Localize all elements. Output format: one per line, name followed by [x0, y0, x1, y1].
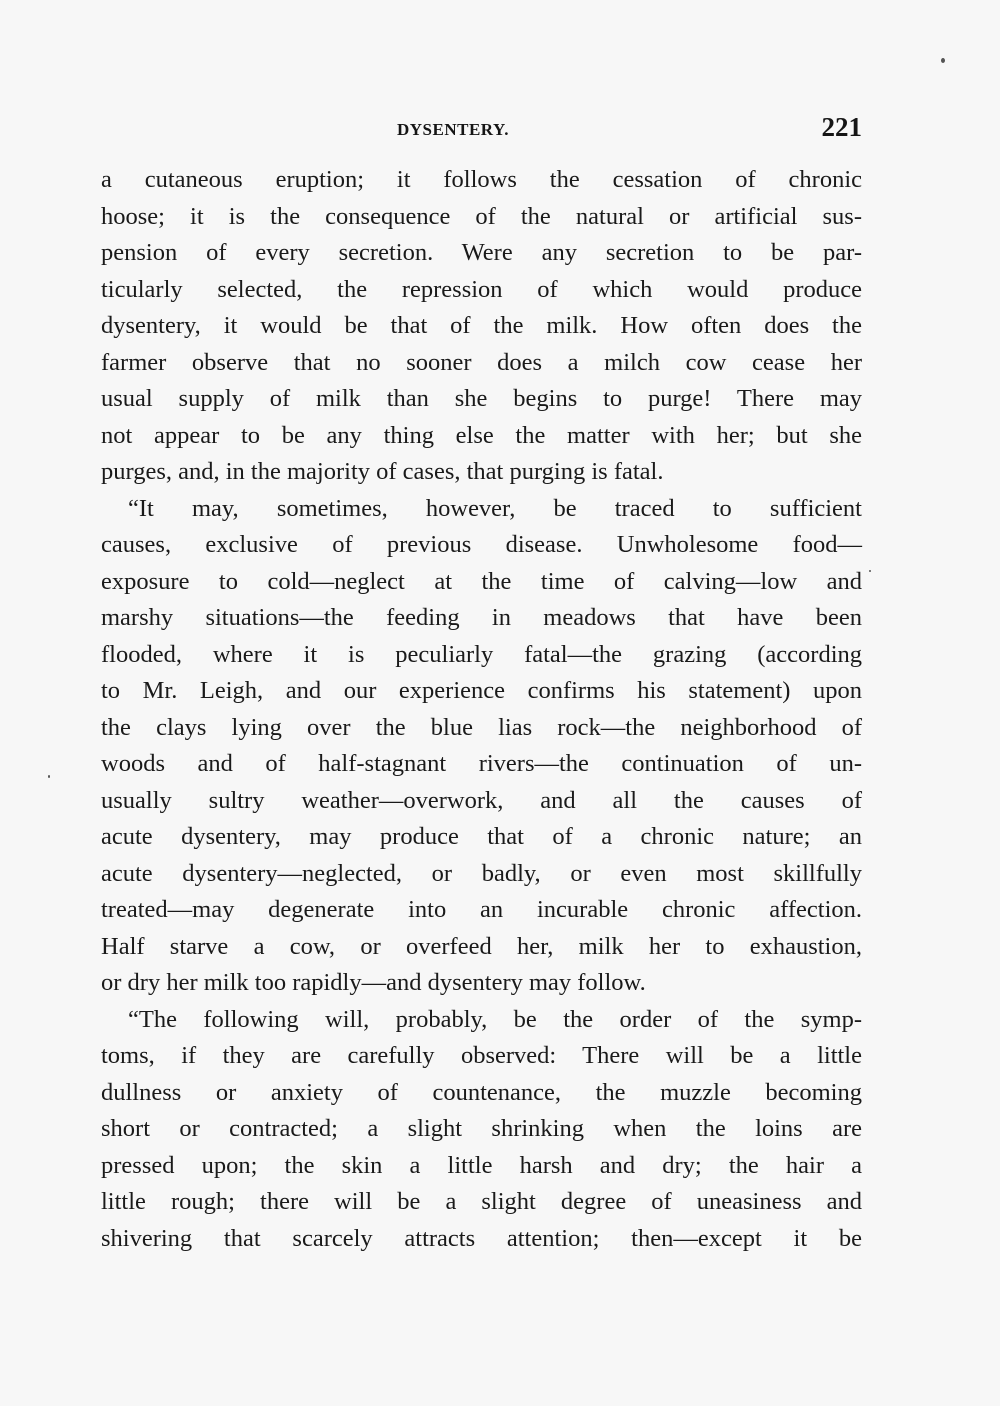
text-line: causes, exclusive of previous disease. Unwholesome food—	[101, 531, 862, 558]
text-line: hoose; it is the consequence of the natural or artificial sus-	[101, 202, 862, 230]
text-line: pressed upon; the skin a little harsh and dry; the hair a	[101, 1151, 862, 1179]
text-line: or dry her milk too rapidly—and dysentery may follow.	[101, 969, 646, 996]
text-line: ticularly selected, the repression of which would produce	[101, 275, 862, 303]
text-line: a cutaneous eruption; it follows the cessation of chronic	[101, 166, 862, 193]
text-line: Half starve a cow, or overfeed her, milk her to exhaustion,	[101, 932, 862, 960]
body-text	[101, 162, 862, 1257]
text-line: toms, if they are carefully observed: There will be a little	[101, 1042, 862, 1069]
text-line: little rough; there will be a slight degree of uneasiness and	[101, 1188, 862, 1215]
running-head	[100, 112, 862, 152]
text-line: pension of every secretion. Were any secretion to be par-	[101, 239, 862, 266]
text-line: woods and of half-stagnant rivers—the continuation of un-	[101, 750, 862, 777]
scan-speck	[941, 58, 945, 63]
text-line: “The following will, probably, be the order of the symp-	[128, 1005, 862, 1033]
text-line: marshy situations—the feeding in meadows that have been	[101, 604, 862, 631]
text-line: short or contracted; a slight shrinking when the loins are	[101, 1115, 862, 1142]
paragraph-3	[101, 1002, 862, 1258]
text-line: dullness or anxiety of countenance, the muzzle becoming	[101, 1078, 862, 1106]
text-line: not appear to be any thing else the matter with her; but she	[101, 421, 862, 449]
text-line: farmer observe that no sooner does a milch cow cease her	[101, 348, 862, 376]
text-line: shivering that scarcely attracts attention; then—except it be	[101, 1224, 862, 1252]
scan-speck	[869, 570, 871, 572]
text-line: dysentery, it would be that of the milk. How often does the	[101, 312, 862, 339]
text-line: to Mr. Leigh, and our experience confirms his statement) upon	[101, 677, 862, 704]
text-line: exposure to cold—neglect at the time of calving—low and	[101, 567, 862, 595]
text-line: flooded, where it is peculiarly fatal—the grazing (according	[101, 640, 862, 668]
paragraph-2	[101, 491, 862, 1002]
text-line: acute dysentery—neglected, or badly, or even most skillfully	[101, 859, 862, 887]
text-line: “It may, sometimes, however, be traced to sufficient	[128, 494, 862, 522]
running-title: DYSENTERY.	[397, 120, 509, 139]
scan-speck	[48, 775, 50, 778]
text-line: usually sultry weather—overwork, and all the causes of	[101, 786, 862, 814]
text-line: treated—may degenerate into an incurable chronic affection.	[101, 896, 862, 923]
text-line: the clays lying over the blue lias rock—the neighborhood of	[101, 713, 862, 741]
text-line: purges, and, in the majority of cases, that purging is fatal.	[101, 458, 664, 485]
page-number: 221	[821, 112, 862, 142]
text-line: acute dysentery, may produce that of a chronic nature; an	[101, 823, 862, 850]
paragraph-1	[101, 162, 862, 491]
text-line: usual supply of milk than she begins to purge! There may	[101, 385, 862, 412]
